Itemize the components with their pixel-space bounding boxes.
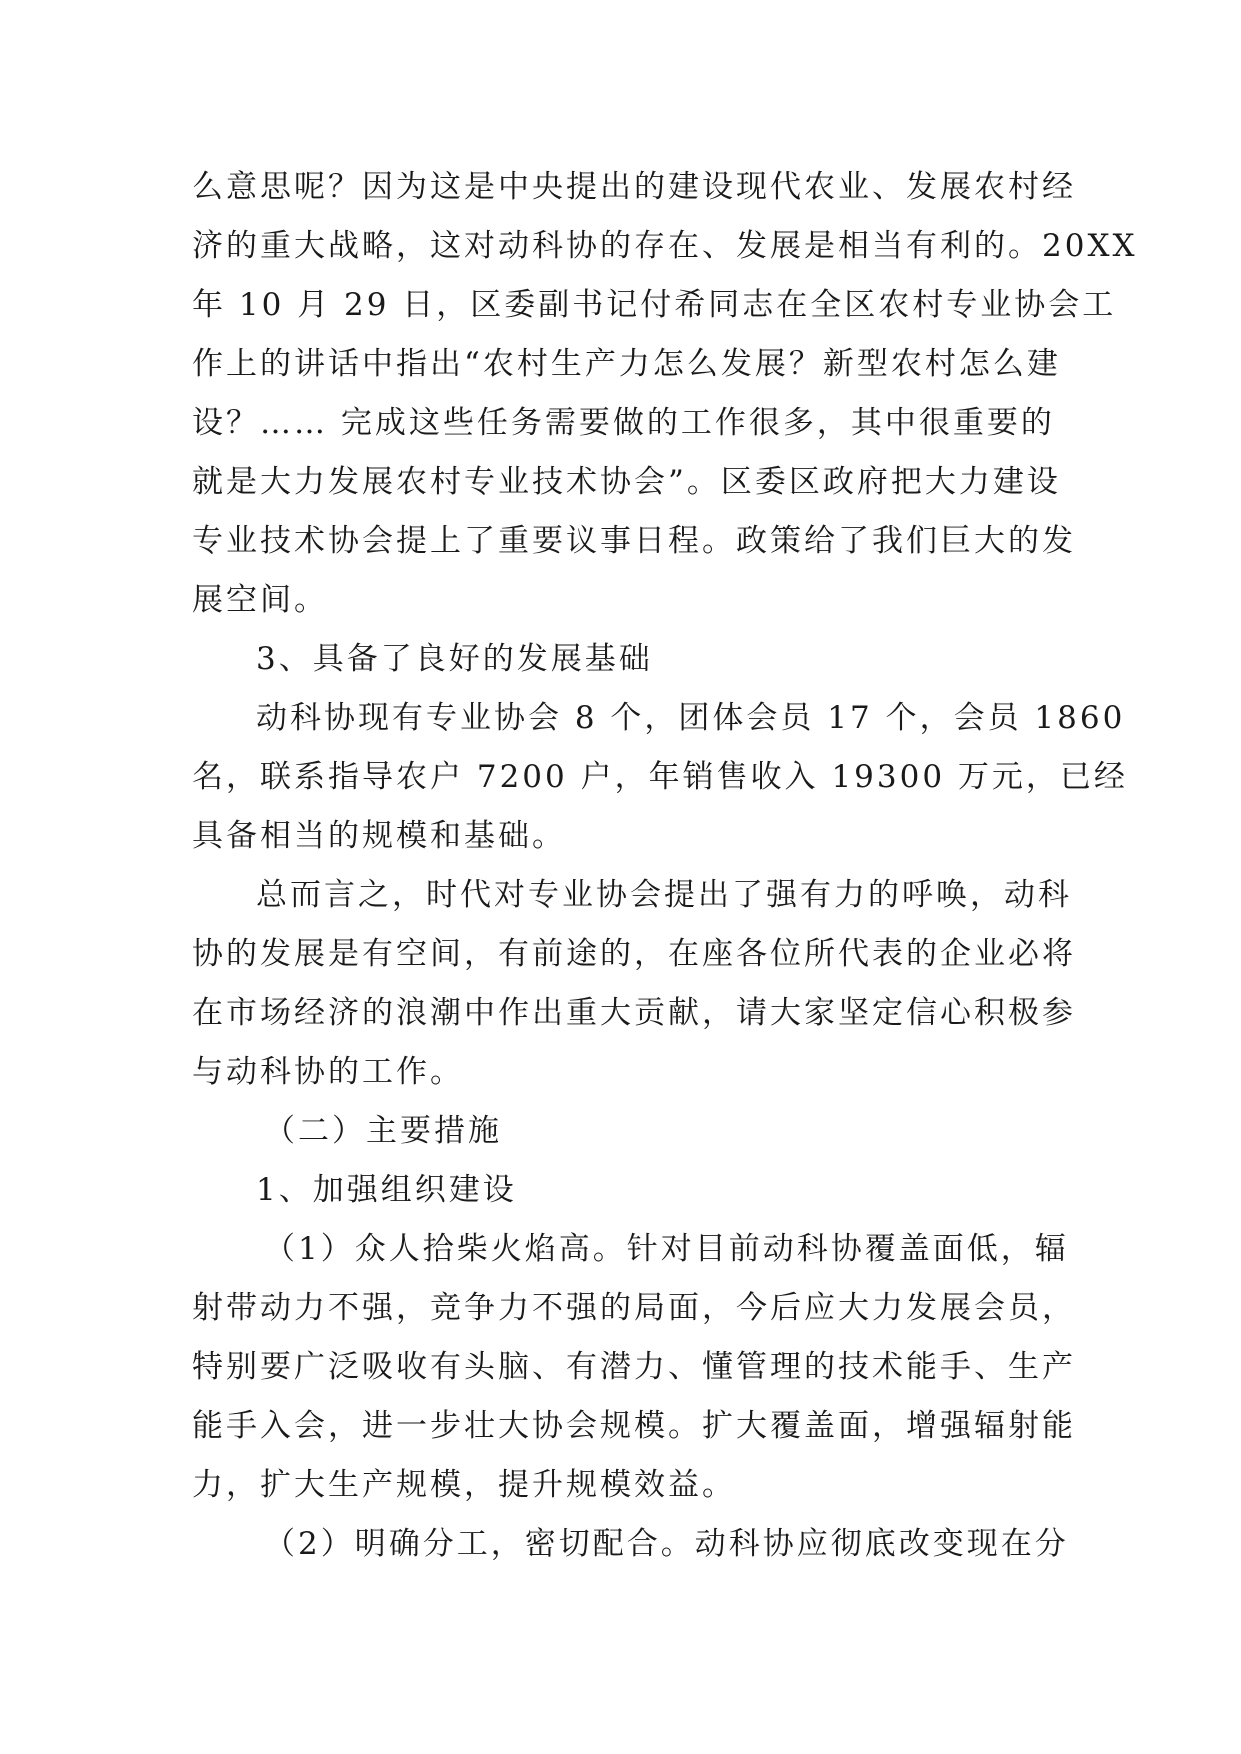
text-line: 协的发展是有空间，有前途的，在座各位所代表的企业必将 (192, 936, 1076, 972)
paragraph-foundation (192, 689, 1128, 866)
paragraph-policy (192, 158, 1138, 630)
text-line: 就是大力发展农村专业技术协会”。区委区政府把大力建设 (192, 464, 1061, 500)
section-heading-measures: （二）主要措施 (264, 1113, 502, 1149)
subheading-organization: 1、加强组织建设 (256, 1172, 517, 1208)
text-line: 能手入会，进一步壮大协会规模。扩大覆盖面，增强辐射能 (192, 1408, 1076, 1444)
paragraph-summary (192, 866, 1076, 1102)
paragraph-members (192, 1220, 1076, 1515)
subheading-foundation: 3、具备了良好的发展基础 (256, 641, 653, 677)
text-line: 总而言之，时代对专业协会提出了强有力的呼唤，动科 (256, 877, 1072, 913)
text-line: 动科协现有专业协会 8 个，团体会员 17 个，会员 1860 (256, 700, 1126, 736)
text-line: 与动科协的工作。 (192, 1054, 464, 1090)
text-line: 么意思呢？因为这是中央提出的建设现代农业、发展农村经 (192, 169, 1076, 205)
document-page (192, 158, 1138, 1574)
text-line: 射带动力不强，竞争力不强的局面，今后应大力发展会员， (192, 1290, 1076, 1326)
text-line: 专业技术协会提上了重要议事日程。政策给了我们巨大的发 (192, 523, 1076, 559)
text-line: 设？…… 完成这些任务需要做的工作很多，其中很重要的 (192, 405, 1055, 441)
text-line: 展空间。 (192, 582, 328, 618)
text-line: （2）明确分工，密切配合。动科协应彻底改变现在分 (264, 1526, 1069, 1562)
paragraph-division (192, 1515, 1069, 1574)
text-line: （1）众人拾柴火焰高。针对目前动科协覆盖面低，辐 (264, 1231, 1069, 1267)
text-line: 特别要广泛吸收有头脑、有潜力、懂管理的技术能手、生产 (192, 1349, 1076, 1385)
text-line: 具备相当的规模和基础。 (192, 818, 566, 854)
text-line: 力，扩大生产规模，提升规模效益。 (192, 1467, 736, 1503)
text-line: 年 10 月 29 日，区委副书记付希同志在全区农村专业协会工 (192, 287, 1117, 323)
text-line: 作上的讲话中指出“农村生产力怎么发展？新型农村怎么建 (192, 346, 1061, 382)
text-line: 在市场经济的浪潮中作出重大贡献，请大家坚定信心积极参 (192, 995, 1076, 1031)
text-line: 名，联系指导农户 7200 户，年销售收入 19300 万元，已经 (192, 759, 1128, 795)
text-line: 济的重大战略，这对动科协的存在、发展是相当有利的。20XX (192, 228, 1138, 264)
